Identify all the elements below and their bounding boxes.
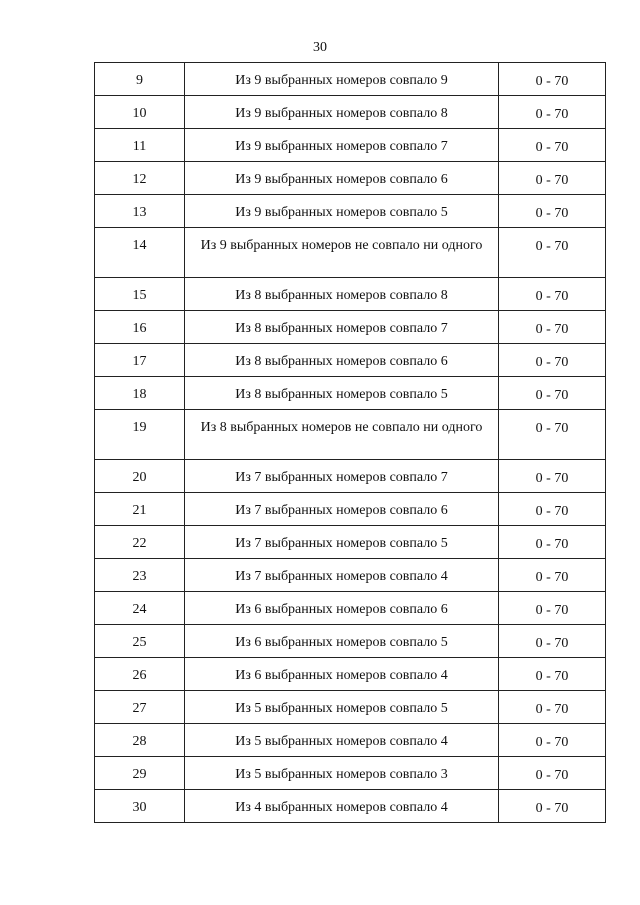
table-row [95,460,606,493]
row-number: 21 [95,493,185,526]
row-description: Из 9 выбранных номеров совпало 6 [185,162,499,195]
row-range: 0 - 70 [499,691,606,724]
row-description: Из 7 выбранных номеров совпало 4 [185,559,499,592]
row-range: 0 - 70 [499,790,606,823]
row-range: 0 - 70 [499,493,606,526]
row-description: Из 6 выбранных номеров совпало 5 [185,625,499,658]
row-description: Из 9 выбранных номеров совпало 7 [185,129,499,162]
row-number: 9 [95,63,185,96]
table-row [95,691,606,724]
row-description: Из 6 выбранных номеров совпало 6 [185,592,499,625]
row-description: Из 6 выбранных номеров совпало 4 [185,658,499,691]
row-range: 0 - 70 [499,63,606,96]
row-number: 19 [95,410,185,460]
table-row [95,162,606,195]
table-row [95,129,606,162]
row-range: 0 - 70 [499,592,606,625]
table-row [95,63,606,96]
table-row [95,96,606,129]
row-description: Из 8 выбранных номеров совпало 8 [185,278,499,311]
row-number: 16 [95,311,185,344]
row-description: Из 9 выбранных номеров не совпало ни одного [185,228,499,278]
table-row [95,790,606,823]
table-row [95,724,606,757]
row-range: 0 - 70 [499,460,606,493]
row-number: 20 [95,460,185,493]
row-number: 23 [95,559,185,592]
row-description: Из 5 выбранных номеров совпало 5 [185,691,499,724]
table-row [95,377,606,410]
row-range: 0 - 70 [499,410,606,460]
row-number: 17 [95,344,185,377]
row-range: 0 - 70 [499,526,606,559]
table-row [95,658,606,691]
table-row [95,311,606,344]
row-number: 29 [95,757,185,790]
table-row [95,625,606,658]
results-table [94,62,606,823]
table-row [95,493,606,526]
table-row [95,410,606,460]
row-description: Из 8 выбранных номеров совпало 6 [185,344,499,377]
row-number: 15 [95,278,185,311]
row-range: 0 - 70 [499,377,606,410]
row-description: Из 5 выбранных номеров совпало 4 [185,724,499,757]
row-number: 25 [95,625,185,658]
row-range: 0 - 70 [499,344,606,377]
row-range: 0 - 70 [499,757,606,790]
row-number: 27 [95,691,185,724]
table-row [95,592,606,625]
row-description: Из 9 выбранных номеров совпало 8 [185,96,499,129]
row-number: 11 [95,129,185,162]
row-range: 0 - 70 [499,559,606,592]
row-range: 0 - 70 [499,625,606,658]
row-number: 24 [95,592,185,625]
page-number: 30 [313,40,327,55]
row-description: Из 7 выбранных номеров совпало 7 [185,460,499,493]
row-number: 30 [95,790,185,823]
row-description: Из 8 выбранных номеров не совпало ни одного [185,410,499,460]
table-row [95,344,606,377]
row-description: Из 9 выбранных номеров совпало 5 [185,195,499,228]
row-number: 18 [95,377,185,410]
row-range: 0 - 70 [499,195,606,228]
row-range: 0 - 70 [499,278,606,311]
row-number: 22 [95,526,185,559]
row-range: 0 - 70 [499,129,606,162]
table-row [95,228,606,278]
row-number: 26 [95,658,185,691]
row-number: 10 [95,96,185,129]
row-number: 28 [95,724,185,757]
row-range: 0 - 70 [499,228,606,278]
row-number: 12 [95,162,185,195]
table-row [95,757,606,790]
row-description: Из 4 выбранных номеров совпало 4 [185,790,499,823]
row-description: Из 8 выбранных номеров совпало 7 [185,311,499,344]
row-number: 13 [95,195,185,228]
row-description: Из 7 выбранных номеров совпало 5 [185,526,499,559]
row-range: 0 - 70 [499,658,606,691]
table-row [95,195,606,228]
table-row [95,526,606,559]
row-range: 0 - 70 [499,96,606,129]
row-description: Из 7 выбранных номеров совпало 6 [185,493,499,526]
row-range: 0 - 70 [499,162,606,195]
table-row [95,559,606,592]
row-range: 0 - 70 [499,311,606,344]
row-number: 14 [95,228,185,278]
row-range: 0 - 70 [499,724,606,757]
row-description: Из 5 выбранных номеров совпало 3 [185,757,499,790]
table-row [95,278,606,311]
row-description: Из 8 выбранных номеров совпало 5 [185,377,499,410]
row-description: Из 9 выбранных номеров совпало 9 [185,63,499,96]
